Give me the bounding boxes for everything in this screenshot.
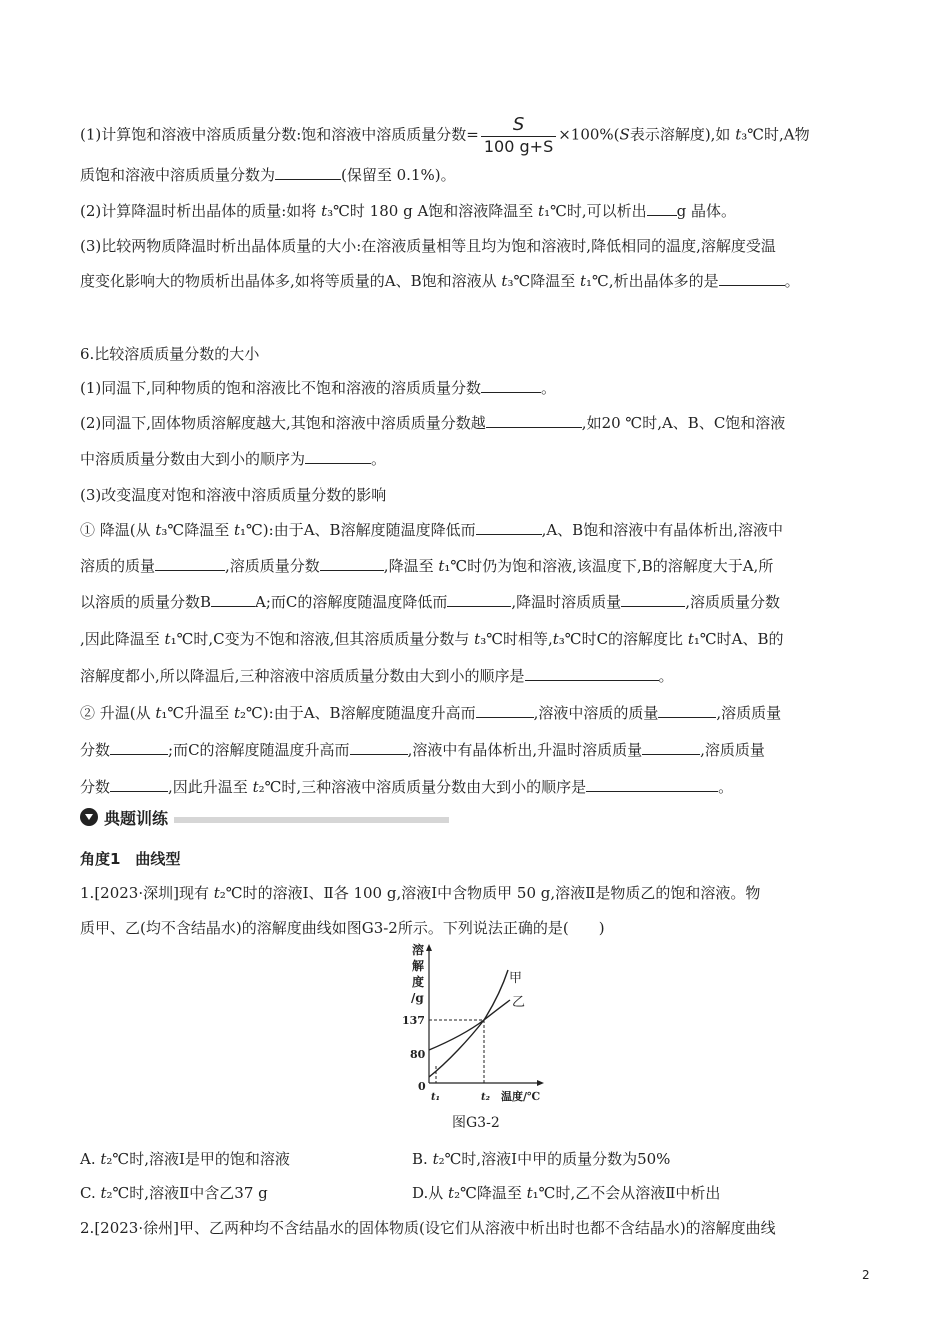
answer-blank[interactable] (447, 592, 511, 607)
symbol: t (552, 630, 559, 648)
text-line (80, 703, 781, 723)
text: A. (80, 1150, 101, 1168)
text: 。 (371, 450, 387, 468)
text: ₁℃):由于A、B溶解度随温度降低而 (240, 521, 476, 539)
text: ₂℃):由于A、B溶解度随温度升高而 (240, 704, 476, 722)
symbol: t (100, 1184, 107, 1202)
fraction-numerator: S (512, 114, 525, 135)
text: 6.比较溶质质量分数的大小 (80, 345, 260, 363)
y-axis-arrow (426, 944, 432, 951)
text: ① 降温(从 (80, 521, 156, 539)
answer-blank[interactable] (110, 777, 168, 792)
answer-blank[interactable] (586, 777, 718, 792)
section-title: 典题训练 (104, 808, 169, 828)
text: ₃℃时 180 g A饱和溶液降温至 (327, 202, 539, 220)
symbol: t (538, 202, 545, 220)
answer-blank[interactable] (110, 740, 168, 755)
solubility-curve-figure (398, 938, 558, 1108)
curve-label-yi: 乙 (512, 995, 526, 1010)
y-tick-label: 137 (402, 1014, 425, 1027)
text: 分数 (80, 778, 111, 796)
source-tag: [2023·徐州] (94, 1219, 179, 1237)
question-1-stem (80, 918, 605, 938)
angle-heading (80, 849, 180, 869)
y-axis-label: 解 (412, 959, 425, 973)
text: (1)计算饱和溶液中溶质质量分数:饱和溶液中溶质质量分数= (80, 125, 479, 144)
answer-blank[interactable] (486, 413, 582, 428)
symbol: t (501, 272, 508, 290)
symbol: t (164, 630, 171, 648)
text: ,溶质质量 (700, 741, 765, 759)
option-c[interactable] (80, 1183, 268, 1203)
text-line (80, 485, 386, 505)
text: 中溶质质量分数由大到小的顺序为 (80, 450, 306, 468)
y-axis-label: 溶 (412, 943, 425, 957)
text-line (80, 201, 736, 221)
question-number: 2. (80, 1219, 95, 1237)
answer-blank[interactable] (481, 378, 541, 393)
text: 质甲、乙(均不含结晶水)的溶解度曲线如图G3-2所示。下列说法正确的是( ) (80, 919, 605, 937)
text: 以溶质的质量分数B (80, 593, 212, 611)
text: ,溶液中溶质的质量 (533, 704, 659, 722)
text-line (80, 449, 386, 469)
text-line (80, 666, 674, 686)
text-line (80, 413, 785, 433)
y-tick-label: 0 (418, 1080, 426, 1093)
section-header (80, 806, 449, 828)
text: 。 (658, 667, 674, 685)
text: 度变化影响大的物质析出晶体多,如将等质量的A、B饱和溶液从 (80, 272, 502, 290)
symbol: t (580, 272, 587, 290)
text: ,降温至 (383, 557, 439, 575)
y-tick-label: 80 (410, 1048, 426, 1061)
answer-blank[interactable] (642, 740, 700, 755)
text: ② 升温(从 (80, 704, 156, 722)
text-line (80, 165, 456, 185)
text: ;而C的溶解度随温度升高而 (168, 741, 350, 759)
text-line (80, 378, 556, 398)
x-tick-label: t₁ (431, 1092, 440, 1103)
text: ₁℃,析出晶体多的是 (586, 272, 719, 290)
x-tick-label: t₂ (481, 1092, 490, 1103)
text: 。 (541, 379, 557, 397)
text-line (80, 740, 765, 760)
text: 分数 (80, 741, 111, 759)
source-tag: [2023·深圳] (94, 884, 179, 902)
text: ₂℃时,溶液Ⅰ中甲的质量分数为50% (438, 1150, 671, 1168)
curve-jia (429, 970, 508, 1077)
text: A;而C的溶解度随温度降低而 (255, 593, 448, 611)
text: (3)改变温度对饱和溶液中溶质质量分数的影响 (80, 486, 387, 504)
answer-blank[interactable] (719, 271, 785, 286)
text-line (80, 520, 783, 540)
question-1-stem (80, 883, 760, 903)
symbol: t (321, 202, 328, 220)
section-heading (80, 344, 259, 364)
x-axis-label: 温度/℃ (501, 1090, 541, 1103)
text: ,因此升温至 (168, 778, 253, 796)
symbol: t (438, 557, 445, 575)
text: ,溶液中有晶体析出,升温时溶质质量 (407, 741, 643, 759)
text: (2)计算降温时析出晶体的质量:如将 (80, 202, 322, 220)
symbol: S (619, 125, 630, 144)
text-line (80, 271, 800, 291)
symbol: t (448, 1184, 455, 1202)
text: 角度1 曲线型 (80, 850, 181, 868)
answer-blank[interactable] (476, 703, 534, 718)
text-line (80, 114, 810, 157)
text: B. (412, 1150, 433, 1168)
answer-blank[interactable] (350, 740, 408, 755)
text: ₁℃时,乙不会从溶液Ⅱ中析出 (532, 1184, 721, 1202)
answer-blank[interactable] (525, 666, 659, 681)
text: ₃℃时相等, (480, 630, 553, 648)
fraction (481, 114, 556, 157)
text: ₃℃降温至 (161, 521, 234, 539)
text: ,降温时溶质质量 (511, 593, 622, 611)
text: 溶质的质量 (80, 557, 156, 575)
text: 。 (718, 778, 734, 796)
text: ₁℃时,可以析出 (544, 202, 647, 220)
text: ,溶质质量分数 (685, 593, 780, 611)
text: ₂℃时,溶液Ⅱ中含乙37 g (106, 1184, 268, 1202)
text: 溶解度都小,所以降温后,三种溶液中溶质质量分数由大到小的顺序是 (80, 667, 525, 685)
text: ₂℃时,三种溶液中溶质质量分数由大到小的顺序是 (258, 778, 587, 796)
section-divider-bar (174, 817, 449, 823)
text: ,如20 ℃时,A、B、C饱和溶液 (581, 414, 786, 432)
symbol: t (526, 1184, 533, 1202)
text: ₃℃降温至 (507, 272, 580, 290)
text-line (80, 556, 773, 576)
symbol: t (687, 630, 694, 648)
figure-caption: 图G3-2 (452, 1115, 500, 1131)
triangle-down-icon (80, 808, 98, 826)
question-2-stem (80, 1218, 776, 1238)
text: (2)同温下,固体物质溶解度越大,其饱和溶液中溶质质量分数越 (80, 414, 486, 432)
text: (保留至 0.1%)。 (341, 166, 456, 184)
question-number: 1. (80, 884, 95, 902)
symbol: t (213, 884, 220, 902)
text: (1)同温下,同种物质的饱和溶液比不饱和溶液的溶质质量分数 (80, 379, 482, 397)
text: ₁℃时,C变为不饱和溶液,但其溶质质量分数与 (170, 630, 475, 648)
option-b[interactable] (412, 1149, 670, 1169)
symbol: t (252, 778, 259, 796)
text: ,因此降温至 (80, 630, 165, 648)
symbol: t (474, 630, 481, 648)
symbol: t (155, 521, 162, 539)
text: g 晶体。 (676, 202, 737, 220)
text: ×100%( (558, 125, 620, 144)
answer-blank[interactable] (621, 592, 685, 607)
symbol: t (735, 125, 742, 144)
answer-blank[interactable] (155, 556, 225, 571)
text: ,溶质质量分数 (225, 557, 320, 575)
symbol: t (432, 1150, 439, 1168)
answer-blank[interactable] (647, 201, 677, 216)
answer-blank[interactable] (275, 165, 341, 180)
symbol: t (233, 521, 241, 539)
text: ₁℃升温至 (161, 704, 234, 722)
option-d[interactable] (412, 1183, 720, 1203)
text: (3)比较两物质降温时析出晶体质量的大小:在溶液质量相等且均为饱和溶液时,降低相同的温度,溶解度受温 (80, 237, 776, 255)
text: ₃℃时,A物 (741, 125, 810, 144)
text: 现有 (178, 884, 214, 902)
y-axis-label: 度 (412, 975, 425, 989)
fraction-denominator: 100 g+S (481, 136, 556, 157)
symbol: t (155, 704, 162, 722)
answer-blank[interactable] (658, 703, 716, 718)
text: ₂℃时的溶液Ⅰ、Ⅱ各 100 g,溶液Ⅰ中含物质甲 50 g,溶液Ⅱ是物质乙的饱和溶液。物 (219, 884, 761, 902)
text: 甲、乙两种均不含结晶水的固体物质(设它们从溶液中析出时也都不含结晶水)的溶解度曲线 (178, 1219, 776, 1237)
text: ₁℃时仍为饱和溶液,该温度下,B的溶解度大于A,所 (444, 557, 774, 575)
x-axis-arrow (537, 1080, 544, 1086)
text: ₂℃降温至 (454, 1184, 527, 1202)
text: 表示溶解度),如 (629, 125, 736, 144)
page-number: 2 (862, 1268, 870, 1282)
text: C. (80, 1184, 101, 1202)
curve-yi (429, 1000, 510, 1050)
symbol: t (100, 1150, 107, 1168)
text-line (80, 236, 776, 256)
text-line (80, 777, 733, 797)
curve-label-jia: 甲 (509, 971, 523, 986)
answer-blank[interactable] (476, 520, 542, 535)
option-a[interactable] (80, 1149, 290, 1169)
text: ₃℃时C的溶解度比 (558, 630, 688, 648)
answer-blank[interactable] (305, 449, 371, 464)
text: 质饱和溶液中溶质质量分数为 (80, 166, 276, 184)
text-line (80, 629, 784, 649)
symbol: t (233, 704, 241, 722)
text: D.从 (412, 1184, 449, 1202)
text: ₁℃时A、B的 (693, 630, 784, 648)
y-axis-label: /g (411, 991, 424, 1005)
answer-blank[interactable] (320, 556, 384, 571)
answer-blank[interactable] (211, 592, 255, 607)
text: 。 (784, 272, 800, 290)
text: ₂℃时,溶液Ⅰ是甲的饱和溶液 (106, 1150, 290, 1168)
text: ,溶质质量 (716, 704, 782, 722)
text: ,A、B饱和溶液中有晶体析出,溶液中 (541, 521, 783, 539)
text-line (80, 592, 780, 612)
